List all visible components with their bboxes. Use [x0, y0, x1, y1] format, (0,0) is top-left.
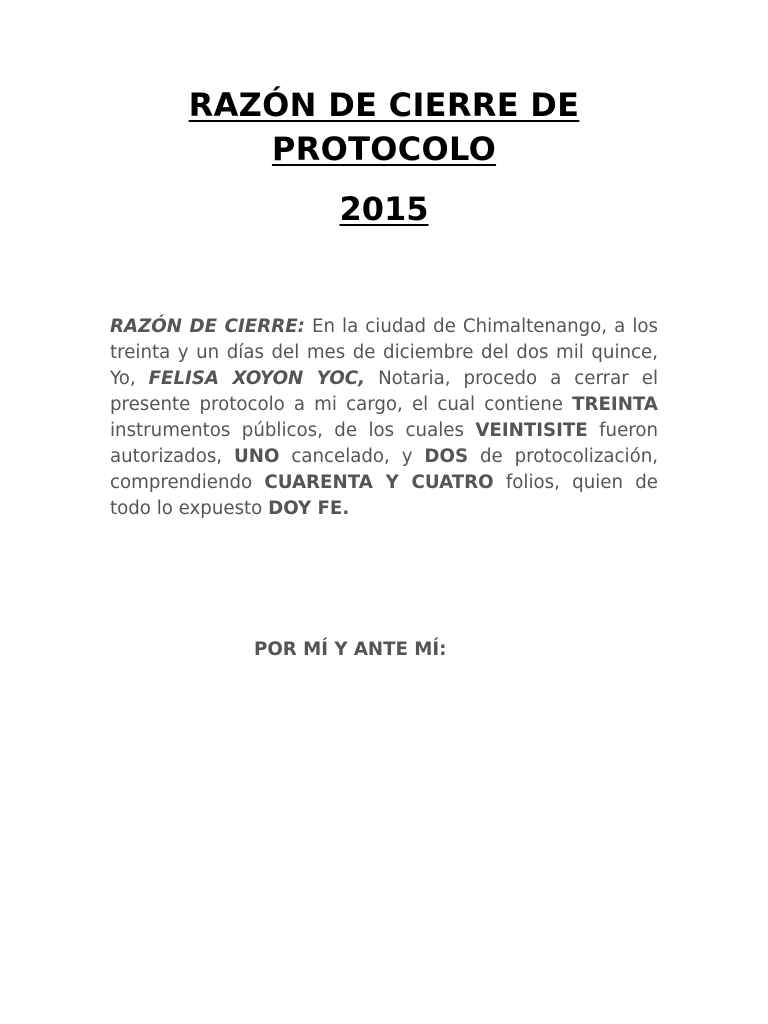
page-title-line-1 [0, 81, 768, 129]
body-text-2: Notaria, procedo a cerrar el presente protocolo a mi cargo, el cual contiene [110, 368, 658, 415]
protocolization-count: DOS [424, 446, 469, 467]
instruments-count: TREINTA [572, 394, 658, 415]
title-text-2: PROTOCOLO [271, 130, 497, 168]
notary-name: FELISA XOYON YOC, [148, 368, 366, 389]
closing-phrase: DOY FE. [268, 498, 350, 519]
folios-count: CUARENTA Y CUATRO [264, 472, 494, 493]
title-text-1: RAZÓN DE CIERRE DE [188, 86, 580, 124]
closing-statement-paragraph [110, 314, 658, 522]
body-text-7: folios, quien de todo lo expuesto [110, 472, 658, 519]
lead-label: RAZÓN DE CIERRE: [110, 316, 305, 337]
body-text-6: de protocolización, comprendiendo [110, 446, 658, 493]
authorized-count: VEINTISITE [475, 420, 588, 441]
body-text-5: cancelado, y [279, 446, 425, 467]
cancelled-count: UNO [233, 446, 280, 467]
document-year [0, 185, 768, 233]
body-text-3: instrumentos públicos, de los cuales [110, 420, 476, 441]
body-text-4: fueron autorizados, [110, 420, 658, 467]
signature-label: POR MÍ Y ANTE MÍ: [254, 639, 447, 660]
body-text-1: En la ciudad de Chimaltenango, a los treinta y un días del mes de diciembre del dos mil quince, Yo, [110, 316, 658, 389]
year-text: 2015 [339, 190, 429, 228]
page-title-line-2 [0, 125, 768, 173]
